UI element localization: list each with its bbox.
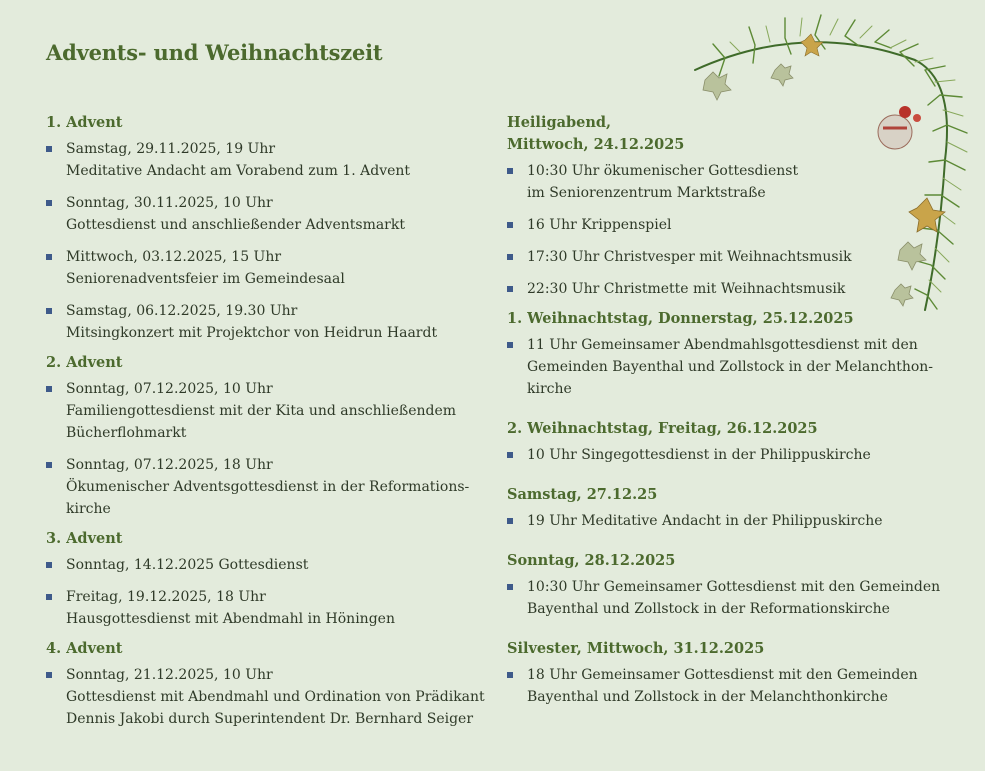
- event-text-line: Gemeinden Bayenthal und Zollstock in der Melanchthon-: [527, 359, 934, 375]
- bullet-square-icon: [46, 254, 52, 260]
- event-text-line: im Seniorenzentrum Marktstraße: [527, 185, 766, 201]
- section-heading-line: 4. Advent: [46, 640, 123, 657]
- section-heading-line: 1. Advent: [46, 114, 123, 131]
- section-heading-line: Heiligabend,: [507, 114, 612, 131]
- event-text-line: kirche: [66, 501, 111, 517]
- section-heading-line: Samstag, 27.12.25: [507, 486, 658, 503]
- event-text-line: Seniorenadventsfeier im Gemeindesaal: [66, 271, 345, 287]
- event-text-line: Gottesdienst und anschließender Adventsmarkt: [66, 217, 405, 233]
- event-item: [46, 554, 486, 576]
- page-title: Advents- und Weihnachtszeit: [46, 40, 383, 65]
- event-item: [46, 454, 486, 520]
- event-text-line: Sonntag, 30.11.2025, 10 Uhr: [66, 195, 273, 211]
- event-text-line: Bayenthal und Zollstock in der Melanchthonkirche: [527, 689, 888, 705]
- event-text-line: 19 Uhr Meditative Andacht in der Philippuskirche: [527, 513, 883, 529]
- event-text-line: Mitsingkonzert mit Projektchor von Heidrun Haardt: [66, 325, 438, 341]
- bullet-square-icon: [507, 342, 513, 348]
- event-text-line: Bayenthal und Zollstock in der Reformationskirche: [527, 601, 890, 617]
- bullet-square-icon: [507, 168, 513, 174]
- event-text-line: 22:30 Uhr Christmette mit Weihnachtsmusik: [527, 281, 846, 297]
- event-text-line: 10:30 Uhr ökumenischer Gottesdienst: [527, 163, 799, 179]
- event-item: [46, 138, 486, 182]
- event-text-line: Hausgottesdienst mit Abendmahl in Höningen: [66, 611, 395, 627]
- event-text-line: 11 Uhr Gemeinsamer Abendmahlsgottesdienst mit den: [527, 337, 918, 353]
- event-text-line: Sonntag, 07.12.2025, 10 Uhr: [66, 381, 273, 397]
- left-column: [46, 112, 486, 730]
- bullet-square-icon: [507, 286, 513, 292]
- event-text-line: Sonntag, 14.12.2025 Gottesdienst: [66, 557, 309, 573]
- bullet-square-icon: [46, 462, 52, 468]
- bullet-square-icon: [46, 672, 52, 678]
- bullet-square-icon: [507, 254, 513, 260]
- event-item: [46, 664, 486, 730]
- section-heading-line: Mittwoch, 24.12.2025: [507, 136, 685, 153]
- section-heading: [46, 352, 486, 374]
- event-text-line: Freitag, 19.12.2025, 18 Uhr: [66, 589, 266, 605]
- section-heading: [46, 638, 486, 660]
- bullet-square-icon: [46, 200, 52, 206]
- section-heading: [46, 112, 486, 134]
- event-text-line: 10:30 Uhr Gemeinsamer Gottesdienst mit den Gemeinden: [527, 579, 941, 595]
- section-heading: [507, 418, 937, 440]
- event-text-line: 16 Uhr Krippenspiel: [527, 217, 672, 233]
- section-heading: [46, 528, 486, 550]
- right-column: [507, 112, 941, 708]
- event-text-line: 10 Uhr Singegottesdienst in der Philippuskirche: [527, 447, 871, 463]
- event-text-line: Mittwoch, 03.12.2025, 15 Uhr: [66, 249, 282, 265]
- section-heading-line: Silvester, Mittwoch, 31.12.2025: [507, 640, 765, 657]
- event-text-line: Bücherflohmarkt: [66, 425, 187, 441]
- event-text-line: Familiengottesdienst mit der Kita und anschließendem: [66, 403, 457, 419]
- section-heading-line: 3. Advent: [46, 530, 123, 547]
- event-text-line: Gottesdienst mit Abendmahl und Ordination von Prädikant: [66, 689, 485, 705]
- event-item: [507, 334, 937, 400]
- event-item: [46, 378, 486, 444]
- bullet-square-icon: [46, 562, 52, 568]
- section-heading-line: 2. Weihnachtstag, Freitag, 26.12.2025: [507, 420, 818, 437]
- event-text-line: Meditative Andacht am Vorabend zum 1. Advent: [66, 163, 411, 179]
- bullet-square-icon: [507, 518, 513, 524]
- event-text-line: Sonntag, 07.12.2025, 18 Uhr: [66, 457, 273, 473]
- section-heading-line: Sonntag, 28.12.2025: [507, 552, 676, 569]
- event-text-line: 17:30 Uhr Christvesper mit Weihnachtsmusik: [527, 249, 852, 265]
- event-item: [507, 510, 937, 532]
- event-item: [507, 576, 941, 620]
- event-item: [46, 300, 486, 344]
- bullet-square-icon: [46, 146, 52, 152]
- section-heading: [507, 550, 937, 572]
- event-text-line: Sonntag, 21.12.2025, 10 Uhr: [66, 667, 273, 683]
- event-item: [507, 444, 937, 466]
- bullet-square-icon: [507, 452, 513, 458]
- bullet-square-icon: [46, 594, 52, 600]
- event-text-line: Dennis Jakobi durch Superintendent Dr. Bernhard Seiger: [66, 711, 474, 727]
- event-item: [507, 664, 937, 708]
- event-item: [507, 278, 937, 300]
- bullet-square-icon: [507, 222, 513, 228]
- section-heading-line: 1. Weihnachtstag, Donnerstag, 25.12.2025: [507, 310, 854, 327]
- section-heading: [507, 112, 937, 156]
- event-text-line: 18 Uhr Gemeinsamer Gottesdienst mit den Gemeinden: [527, 667, 918, 683]
- event-item: [507, 160, 937, 204]
- event-text-line: Ökumenischer Adventsgottesdienst in der Reformations-: [66, 479, 470, 495]
- event-text-line: Samstag, 29.11.2025, 19 Uhr: [66, 141, 276, 157]
- event-item: [46, 586, 486, 630]
- section-heading: [507, 638, 937, 660]
- section-heading: [507, 484, 937, 506]
- event-item: [507, 246, 937, 268]
- event-item: [46, 246, 486, 290]
- event-text-line: kirche: [527, 381, 572, 397]
- bullet-square-icon: [507, 672, 513, 678]
- bullet-square-icon: [46, 386, 52, 392]
- section-heading-line: 2. Advent: [46, 354, 123, 371]
- bullet-square-icon: [46, 308, 52, 314]
- section-heading: [507, 308, 937, 330]
- event-text-line: Samstag, 06.12.2025, 19.30 Uhr: [66, 303, 298, 319]
- event-item: [46, 192, 486, 236]
- bullet-square-icon: [507, 584, 513, 590]
- event-item: [507, 214, 937, 236]
